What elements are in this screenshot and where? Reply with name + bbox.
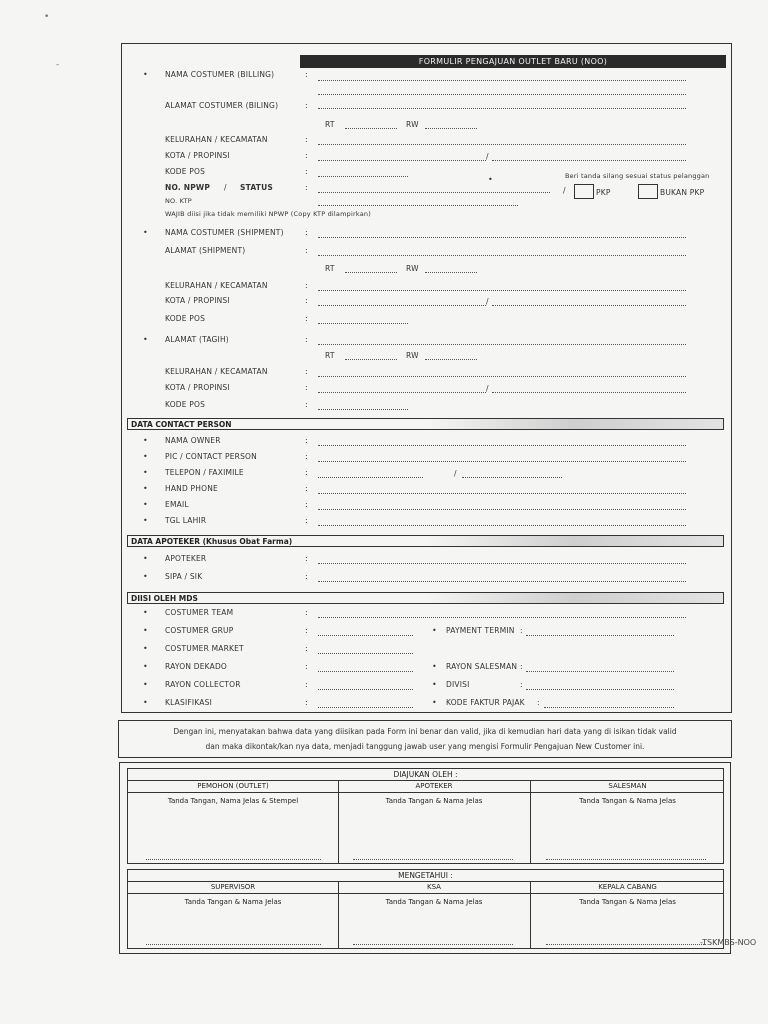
- label-contact-0: NAMA OWNER: [165, 436, 221, 445]
- diajukan-table: [127, 768, 724, 864]
- field-apoteker-1[interactable]: [318, 581, 686, 582]
- field-contact-0[interactable]: [318, 445, 686, 446]
- bullet: •: [143, 662, 148, 671]
- bullet: •: [143, 484, 148, 493]
- section-apoteker: DATA APOTEKER (Khusus Obat Farma): [127, 535, 724, 547]
- col-salesman: SALESMAN: [608, 782, 647, 790]
- field-propinsi-shipment[interactable]: [492, 305, 686, 306]
- label-rt: RT: [325, 120, 335, 129]
- label-bukan-pkp: BUKAN PKP: [660, 188, 705, 197]
- field-rw[interactable]: [425, 128, 477, 129]
- bullet: •: [432, 698, 437, 707]
- field-contact-4[interactable]: [318, 509, 686, 510]
- form-code: -TSKMBS-NOO: [700, 938, 757, 947]
- bullet: •: [143, 608, 148, 617]
- label-kelurahan: KELURAHAN / KECAMATAN: [165, 281, 268, 290]
- field-kelurahan-shipment[interactable]: [318, 290, 686, 291]
- sign-pemohon[interactable]: [146, 859, 321, 860]
- field-mds-4[interactable]: [318, 689, 413, 690]
- label-alamat-tagih: ALAMAT (TAGIH): [165, 335, 229, 344]
- field-rw-shipment[interactable]: [425, 272, 477, 273]
- field-npwp[interactable]: [318, 192, 550, 193]
- field-contact-1[interactable]: [318, 461, 686, 462]
- label-status: STATUS: [240, 183, 273, 192]
- field-alamat-billing[interactable]: [318, 108, 686, 109]
- label-contact-4: EMAIL: [165, 500, 189, 509]
- declaration-statement: [118, 720, 732, 758]
- label-kodepos: KODE POS: [165, 167, 206, 176]
- field-kodepos-shipment[interactable]: [318, 323, 408, 324]
- status-note: Beri tanda silang sesuai status pelanggan: [565, 172, 710, 180]
- label-kota: KOTA / PROPINSI: [165, 383, 230, 392]
- label-npwp: NO. NPWP: [165, 183, 211, 192]
- field-mds-2[interactable]: [318, 653, 413, 654]
- bullet: •: [143, 644, 148, 653]
- bullet: •: [143, 516, 148, 525]
- label-rt: RT: [325, 351, 335, 360]
- sign-ksa[interactable]: [353, 944, 513, 945]
- sign-supervisor[interactable]: [146, 944, 321, 945]
- field-nama-billing[interactable]: [318, 80, 686, 81]
- label-kodepos: KODE POS: [165, 400, 206, 409]
- field-kota[interactable]: [318, 160, 486, 161]
- label-alamat-billing: ALAMAT COSTUMER (BILING): [165, 101, 279, 110]
- bullet: •: [143, 572, 148, 581]
- sign-salesman[interactable]: [546, 859, 706, 860]
- sub-supervisor: Tanda Tangan & Nama Jelas: [184, 898, 282, 906]
- label-rw: RW: [406, 264, 419, 273]
- form-title: FORMULIR PENGAJUAN OUTLET BARU (NOO): [300, 55, 726, 68]
- bullet: •: [432, 626, 437, 635]
- col-ksa: KSA: [427, 883, 441, 891]
- col-pemohon: PEMOHON (OUTLET): [197, 782, 269, 790]
- label-mds-right-0: PAYMENT TERMIN: [446, 626, 515, 635]
- bullet: •: [432, 662, 437, 671]
- bullet: •: [143, 452, 148, 461]
- label-rw: RW: [406, 351, 419, 360]
- label-mds-right-1: RAYON SALESMAN: [446, 662, 518, 671]
- mengetahui-header: MENGETAHUI :: [128, 870, 723, 882]
- field-mds-1[interactable]: [318, 635, 413, 636]
- field-contact-3[interactable]: [318, 493, 686, 494]
- field-mds-right-3[interactable]: [544, 707, 674, 708]
- field-rw-tagih[interactable]: [425, 359, 477, 360]
- bullet: •: [143, 680, 148, 689]
- field-apoteker-0[interactable]: [318, 563, 686, 564]
- field-telepon[interactable]: [318, 477, 423, 478]
- label-kelurahan: KELURAHAN / KECAMATAN: [165, 135, 268, 144]
- label-contact-1: PIC / CONTACT PERSON: [165, 452, 257, 461]
- field-mds-right-1[interactable]: [526, 671, 674, 672]
- field-kelurahan[interactable]: [318, 144, 686, 145]
- bullet: •: [143, 554, 148, 563]
- checkbox-pkp[interactable]: [574, 184, 594, 199]
- field-propinsi[interactable]: [492, 160, 686, 161]
- bullet: •: [143, 468, 148, 477]
- label-contact-2: TELEPON / FAXIMILE: [165, 468, 244, 477]
- sub-apoteker: Tanda Tangan & Nama Jelas: [385, 797, 483, 805]
- scan-speck: •: [44, 12, 50, 22]
- col-apoteker: APOTEKER: [415, 782, 453, 790]
- field-rt[interactable]: [345, 128, 397, 129]
- label-kota: KOTA / PROPINSI: [165, 296, 230, 305]
- label-mds-3: RAYON DEKADO: [165, 662, 228, 671]
- label-nama-shipment: NAMA COSTUMER (SHIPMENT): [165, 228, 284, 237]
- label-ktp: NO. KTP: [165, 197, 192, 205]
- label-rt: RT: [325, 264, 335, 273]
- label-mds-4: RAYON COLLECTOR: [165, 680, 241, 689]
- sign-apoteker[interactable]: [353, 859, 513, 860]
- field-kota-shipment[interactable]: [318, 305, 486, 306]
- bullet: •: [143, 436, 148, 445]
- label-mds-right-3: KODE FAKTUR PAJAK: [446, 698, 525, 707]
- label-contact-5: TGL LAHIR: [165, 516, 207, 525]
- field-rt-shipment[interactable]: [345, 272, 397, 273]
- col-kepala-cabang: KEPALA CABANG: [598, 883, 657, 891]
- bullet: •: [143, 70, 148, 79]
- label-contact-3: HAND PHONE: [165, 484, 218, 493]
- sub-salesman: Tanda Tangan & Nama Jelas: [579, 797, 676, 805]
- label-kota: KOTA / PROPINSI: [165, 151, 230, 160]
- field-mds-right-0[interactable]: [526, 635, 674, 636]
- bullet: •: [143, 500, 148, 509]
- field-mds-5[interactable]: [318, 707, 413, 708]
- field-faximile[interactable]: [462, 477, 562, 478]
- label-mds-0: COSTUMER TEAM: [165, 608, 234, 617]
- field-mds-3[interactable]: [318, 671, 413, 672]
- field-kota-tagih[interactable]: [318, 392, 486, 393]
- diajukan-header: DIAJUKAN OLEH :: [128, 769, 723, 781]
- label-nama-billing: NAMA COSTUMER (BILLING): [165, 70, 275, 79]
- field-contact-5[interactable]: [318, 525, 686, 526]
- field-nama-billing-2[interactable]: [318, 94, 686, 95]
- sub-pemohon: Tanda Tangan, Nama Jelas & Stempel: [167, 797, 299, 805]
- field-rt-tagih[interactable]: [345, 359, 397, 360]
- field-kelurahan-tagih[interactable]: [318, 376, 686, 377]
- label-pkp: PKP: [596, 188, 611, 197]
- label-kelurahan: KELURAHAN / KECAMATAN: [165, 367, 268, 376]
- checkbox-bukan-pkp[interactable]: [638, 184, 658, 199]
- bullet: •: [432, 680, 437, 689]
- statement-line-2: dan maka dikontak/kan nya data, menjadi tanggung jawab user yang mengisi Formulir Pengajuan New Customer ini.: [205, 742, 645, 751]
- section-mds: DIISI OLEH MDS: [127, 592, 724, 604]
- label-mds-right-2: DIVISI: [446, 680, 470, 689]
- label-mds-5: KLASIFIKASI: [165, 698, 212, 707]
- col-supervisor: SUPERVISOR: [210, 883, 256, 891]
- sign-kepala-cabang[interactable]: [546, 944, 706, 945]
- field-mds-right-2[interactable]: [526, 689, 674, 690]
- field-mds-0[interactable]: [318, 617, 686, 618]
- label-alamat-shipment: ALAMAT (SHIPMENT): [165, 246, 246, 255]
- sub-ksa: Tanda Tangan & Nama Jelas: [385, 898, 483, 906]
- field-alamat-shipment[interactable]: [318, 255, 686, 256]
- label-mds-2: COSTUMER MARKET: [165, 644, 244, 653]
- label-rw: RW: [406, 120, 419, 129]
- scan-speck: -: [56, 60, 60, 70]
- field-kodepos-tagih[interactable]: [318, 409, 408, 410]
- bullet: •: [143, 626, 148, 635]
- label-kodepos: KODE POS: [165, 314, 206, 323]
- sub-kepala-cabang: Tanda Tangan & Nama Jelas: [579, 898, 676, 906]
- field-nama-shipment[interactable]: [318, 237, 686, 238]
- label-mds-1: COSTUMER GRUP: [165, 626, 234, 635]
- ktp-note: WAJIB diisi jika tidak memiliki NPWP (Copy KTP dilampirkan): [165, 210, 371, 218]
- field-alamat-tagih[interactable]: [318, 344, 686, 345]
- mengetahui-table: [127, 869, 724, 949]
- section-contact-person: DATA CONTACT PERSON: [127, 418, 724, 430]
- label-apoteker-1: SIPA / SIK: [165, 572, 203, 581]
- field-kodepos[interactable]: [318, 176, 408, 177]
- bullet: •: [143, 698, 148, 707]
- statement-line-1: Dengan ini, menyatakan bahwa data yang diisikan pada Form ini benar dan valid, jika di kemudian hari data yang di isikan tidak valid: [173, 727, 677, 736]
- label-apoteker-0: APOTEKER: [165, 554, 207, 563]
- field-propinsi-tagih[interactable]: [492, 392, 686, 393]
- field-ktp[interactable]: [318, 205, 518, 206]
